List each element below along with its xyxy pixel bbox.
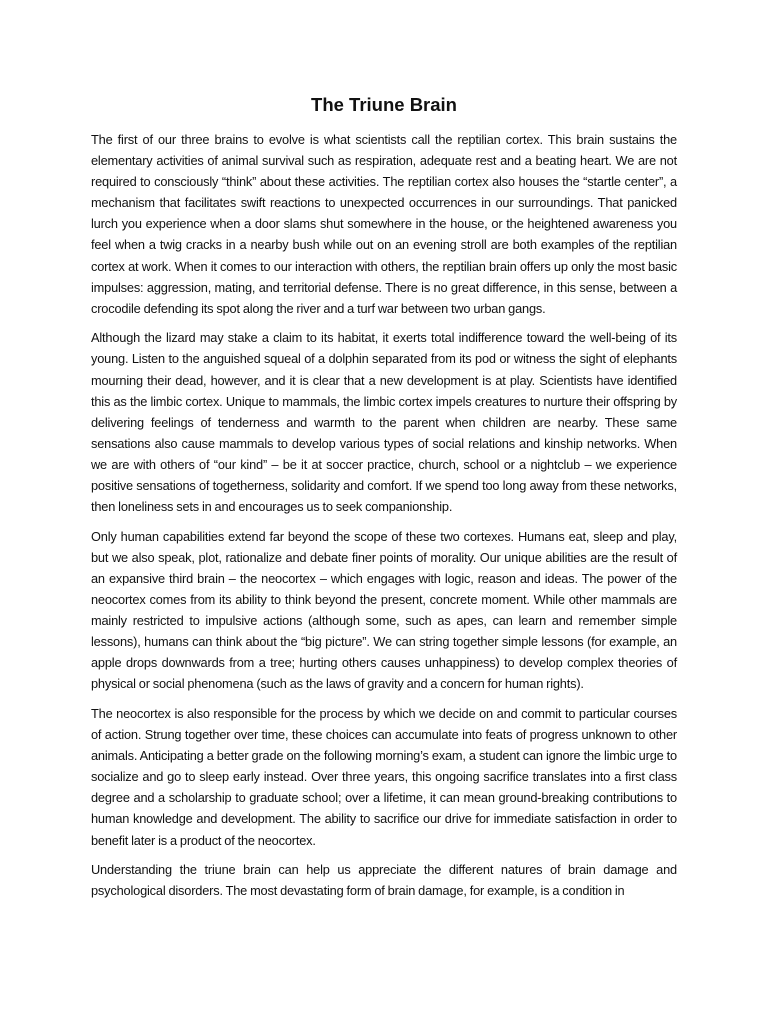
paragraph-neocortex: Only human capabilities extend far beyond the scope of these two cortexes. Humans eat, sleep and play, but we also speak, plot, rationalize and debate finer points of morality. Our unique abilities are the result of an expansive third brain – the neocortex – which engages with logic, reason and ideas. The power of the neocortex comes from its ability to think beyond the present, concrete moment. While other mammals are mainly restricted to impulsive actions (although some, such as apes, can learn and remember simple lessons), humans can think about the “big picture”. We can string together simple lessons (for example, an apple drops downwards from a tree; hurting others causes unhappiness) to develop complex theories of physical or social phenomena (such as the laws of gravity and a concern for human rights). [91,528,677,692]
document-body [91,129,677,910]
document-title: The Triune Brain [311,94,457,115]
paragraph-reptilian-cortex: The first of our three brains to evolve is what scientists call the reptilian cortex. This brain sustains the elementary activities of animal survival such as respiration, adequate rest and a beating heart. We are not required to consciously “think” about these activities. The reptilian cortex also houses the “startle center”, a mechanism that facilitates swift reactions to unexpected occurrences in our surroundings. That panicked lurch you experience when a door slams shut somewhere in the house, or the heightened awareness you feel when a twig cracks in a nearby bush while out on an evening stroll are both examples of the reptilian cortex at work. When it comes to our interaction with others, the reptilian brain offers up only the most basic impulses: aggression, mating, and territorial defense. There is no great difference, in this sense, between a crocodile defending its spot along the river and a turf war between two urban gangs. [91,132,677,316]
paragraph-brain-damage: Understanding the triune brain can help us appreciate the different natures of brain damage and psychological disorders. The most devastating form of brain damage, for example, is a condition in [91,862,677,899]
paragraph-limbic-cortex: Although the lizard may stake a claim to its habitat, it exerts total indifference toward the well-being of its young. Listen to the anguished squeal of a dolphin separated from its pod or witness the sight of elephants mourning their dead, however, and it is clear that a new development is at play. Scientists have identified this as the limbic cortex. Unique to mammals, the limbic cortex impels creatures to nurture their offspring by delivering feelings of tenderness and warmth to the parent when children are nearby. These same sensations also cause mammals to develop various types of social relations and kinship networks. When we are with others of “our kind” – be it at soccer practice, church, school or a nightclub – we experience positive sensations of togetherness, solidarity and comfort. If we spend too long away from these networks, then loneliness sets in and encourages us to seek companionship. [91,330,677,515]
paragraph-decision-making: The neocortex is also responsible for the process by which we decide on and commit to particular courses of action. Strung together over time, these choices can accumulate into feats of progress unknown to other animals. Anticipating a better grade on the following morning’s exam, a student can ignore the limbic urge to socialize and go to sleep early instead. Over three years, this ongoing sacrifice translates into a first class degree and a scholarship to graduate school; over a lifetime, it can mean ground-breaking contributions to human knowledge and development. The ability to sacrifice our drive for immediate satisfaction in order to benefit later is a product of the neocortex. [91,705,677,848]
